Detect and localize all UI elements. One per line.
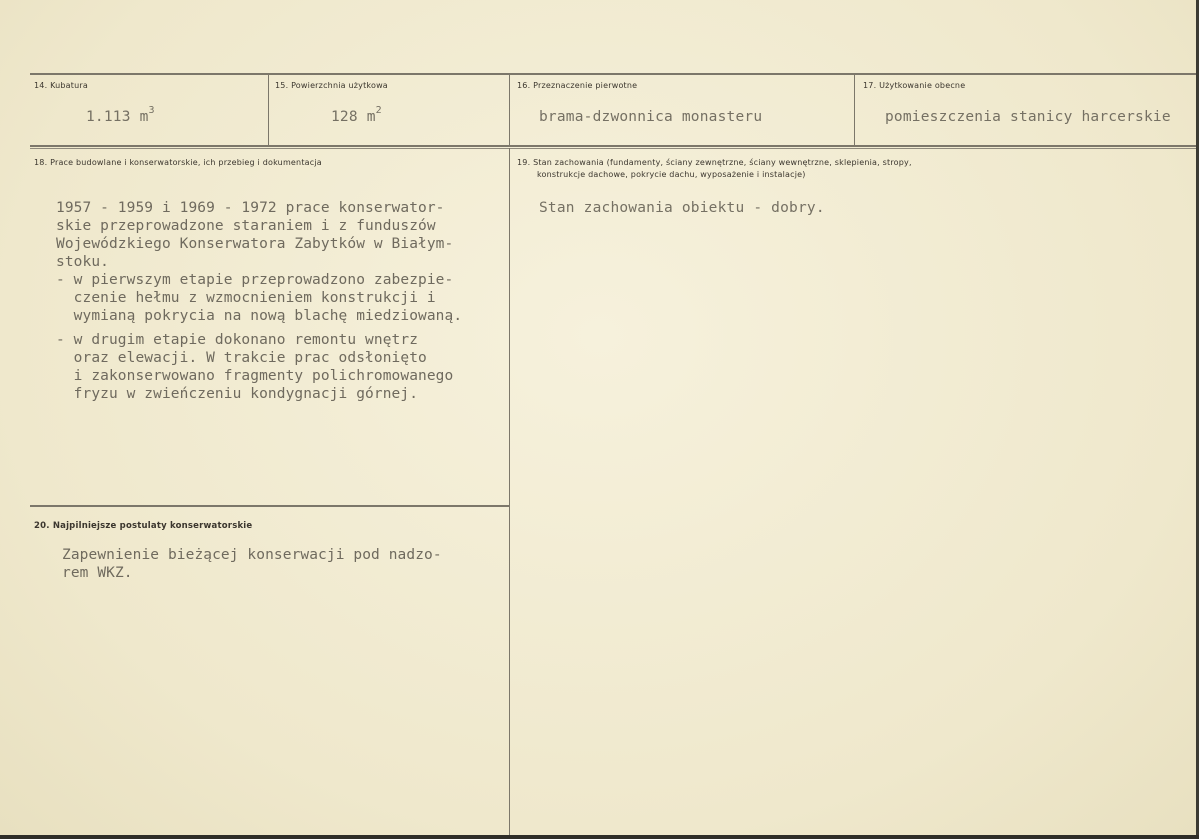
row-rule	[30, 145, 1199, 147]
field-18-line: fryzu w zwieńczeniu kondygnacji górnej.	[56, 386, 419, 402]
field-18-line: czenie hełmu z wzmocnieniem konstrukcji i	[56, 290, 436, 306]
divider-16-17	[854, 74, 855, 146]
field-19-label-continued: konstrukcje dachowe, pokrycie dachu, wyposażenie i instalacje)	[537, 170, 806, 179]
field-15-value: 128 $m^2$	[331, 105, 382, 125]
field-18-line: - w pierwszym etapie przeprowadzono zabezpie-	[56, 272, 454, 288]
field-18-line: oraz elewacji. W trakcie prac odsłonięto	[56, 350, 427, 366]
field-18-line: i zakonserwowano fragmenty polichromowanego	[56, 368, 454, 384]
field-20-line: rem WKZ.	[62, 565, 133, 581]
divider-15-16	[509, 74, 510, 146]
scan-edge-bottom	[0, 835, 1199, 839]
field-15-label: 15. Powierzchnia użytkowa	[275, 81, 388, 90]
field-18-line: Wojewódzkiego Konserwatora Zabytków w Białym-	[56, 236, 454, 252]
field-18-text	[56, 199, 462, 403]
field-18-line: wymianą pokrycia na nową blachę miedziowaną.	[56, 308, 463, 324]
field-17-label: 17. Użytkowanie obecne	[863, 81, 966, 90]
field-19-label: 19. Stan zachowania (fundamenty, ściany zewnętrzne, ściany wewnętrzne, sklepienia, stropy,	[517, 158, 912, 167]
field-16-value: brama-dzwonnica monasteru	[539, 109, 763, 125]
field-20-line: Zapewnienie bieżącej konserwacji pod nadzo-	[62, 547, 442, 563]
top-rule	[30, 73, 1199, 75]
field-16-label: 16. Przeznaczenie pierwotne	[517, 81, 638, 90]
field-20-label: 20. Najpilniejsze postulaty konserwatorskie	[34, 521, 253, 531]
row-rule-secondary	[30, 148, 1199, 149]
field-18-line: skie przeprowadzone staraniem i z funduszów	[56, 218, 436, 234]
field-18-line: 1957 - 1959 i 1969 - 1972 prace konserwator-	[56, 200, 445, 216]
field-20-text	[62, 546, 442, 582]
field-14-value: 1.113 $m^3$	[86, 105, 155, 125]
field-19-value: Stan zachowania obiektu - dobry.	[539, 200, 825, 216]
field-18-label: 18. Prace budowlane i konserwatorskie, ich przebieg i dokumentacja	[34, 158, 322, 167]
rule-field-20	[30, 505, 509, 507]
field-14-label: 14. Kubatura	[34, 81, 88, 90]
field-18-line: stoku.	[56, 254, 109, 270]
divider-main	[509, 148, 510, 839]
field-18-line: - w drugim etapie dokonano remontu wnętrz	[56, 332, 419, 348]
field-17-value: pomieszczenia stanicy harcerskie	[885, 109, 1171, 125]
divider-14-15	[268, 74, 269, 146]
